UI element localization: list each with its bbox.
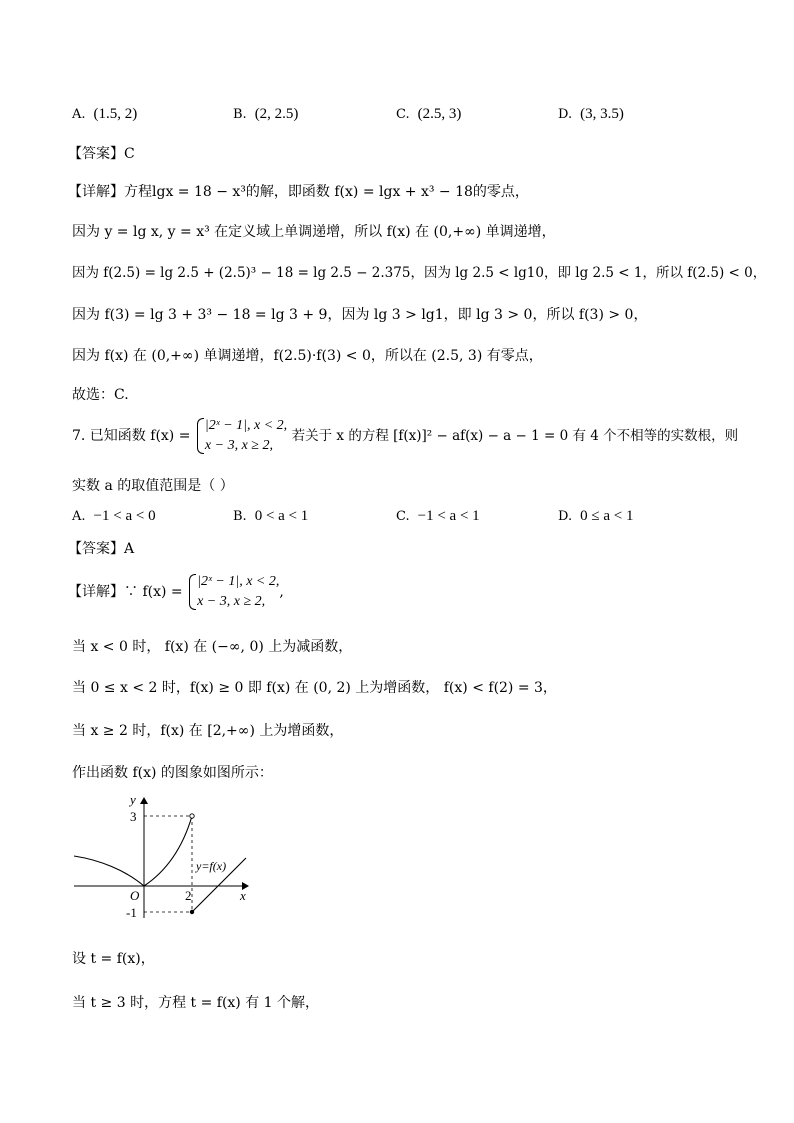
q7-answer (68, 539, 134, 559)
q6-conclusion: 故选：C. (72, 387, 129, 403)
detail-tag: 【详解】 (68, 584, 124, 600)
option-label: C. (396, 509, 410, 524)
detail-suffix: , (279, 584, 284, 600)
option-label: D. (558, 509, 573, 524)
piece-line-2: x − 3, x ≥ 2, (197, 594, 266, 609)
q7-option-b (233, 508, 308, 525)
option-value: −1 < a < 1 (417, 508, 480, 524)
q7-option-a (72, 508, 156, 525)
option-value: 0 < a < 1 (254, 508, 309, 524)
q7-detail-definition (68, 572, 284, 612)
y-axis-label: y (130, 792, 136, 807)
tick-x: 2 (185, 888, 192, 903)
q7-option-c (396, 508, 480, 525)
q6-answer (68, 144, 135, 164)
curve-left-branch (74, 856, 144, 886)
q6-option-b (233, 106, 298, 123)
q6-option-a (72, 106, 137, 123)
open-point (190, 814, 194, 818)
detail-tag: 【详解】 (68, 184, 124, 200)
piece-line-2: x − 3, x ≥ 2, (204, 438, 273, 453)
q7-option-d (558, 508, 633, 525)
q7-detail-line-2: 当 0 ≤ x < 2 时，f(x) ≥ 0 即 f(x) 在 (0, 2) 上为增函数， f(x) < f(2) = 3， (72, 680, 557, 696)
option-value: (2, 2.5) (254, 106, 299, 122)
q6-detail-line-2: 因为 y = lg x, y = x³ 在定义域上单调递增，所以 f(x) 在 (0,+∞) 单调递增， (72, 224, 556, 240)
option-value: (2.5, 3) (417, 106, 462, 122)
detail-text: 方程lgx = 18 − x³的解，即函数 f(x) = lgx + x³ − 18的零点， (124, 184, 529, 200)
q7-detail-line-6: 当 t ≥ 3 时，方程 t = f(x) 有 1 个解， (72, 995, 320, 1011)
piece-line-1: |2ˣ − 1|, x < 2, (204, 418, 288, 433)
option-label: A. (72, 509, 86, 524)
option-value: −1 < a < 0 (93, 508, 156, 524)
q7-stem (72, 416, 738, 456)
answer-tag: 【答案】 (68, 146, 124, 162)
q6-detail-line-4: 因为 f(3) = lg 3 + 3³ − 18 = lg 3 + 9，因为 lg 3 > lg1，即 lg 3 > 0，所以 f(3) > 0， (72, 307, 648, 323)
x-axis-label: x (240, 888, 246, 903)
q6-option-c (396, 106, 461, 123)
stem-suffix: 若关于 x 的方程 [f(x)]² − af(x) − a − 1 = 0 有 4 个不相等的实数根，则 (291, 428, 739, 444)
piecewise-brace (195, 416, 287, 456)
q6-detail-line-3: 因为 f(2.5) = lg 2.5 + (2.5)³ − 18 = lg 2.5 − 2.375，因为 lg 2.5 < lg10，即 lg 2.5 < 1，所以 f(2.5) < 0， (72, 265, 767, 281)
origin-label: O (130, 888, 140, 903)
curve-middle-branch (144, 816, 192, 886)
tick-y-bottom: -1 (126, 905, 137, 920)
q6-detail-line-1 (68, 182, 529, 202)
function-graph (70, 790, 260, 930)
option-label: D. (558, 107, 573, 122)
q7-detail-line-1: 当 x < 0 时， f(x) 在 (−∞, 0) 上为减函数， (72, 639, 353, 655)
option-value: 0 ≤ a < 1 (580, 508, 634, 524)
option-label: B. (233, 509, 247, 524)
answer-tag: 【答案】 (68, 541, 124, 557)
answer-value: C (124, 146, 135, 162)
option-value: (3, 3.5) (580, 106, 624, 122)
option-label: A. (72, 107, 86, 122)
option-value: (1.5, 2) (93, 106, 138, 122)
answer-value: A (124, 541, 135, 557)
q7-stem-line-2: 实数 a 的取值范围是（ ） (72, 478, 234, 494)
detail-prefix: ∵ f(x) = (124, 584, 183, 600)
q7-detail-line-3: 当 x ≥ 2 时，f(x) 在 [2,+∞) 上为增函数， (72, 723, 344, 739)
stem-prefix: 7. 已知函数 f(x) = (72, 428, 191, 444)
q7-detail-line-4: 作出函数 f(x) 的图象如图所示： (72, 765, 273, 781)
q6-detail-line-5: 因为 f(x) 在 (0,+∞) 单调递增，f(2.5)·f(3) < 0，所以在 (2.5, 3) 有零点， (72, 348, 543, 364)
option-label: C. (396, 107, 410, 122)
piece-line-1: |2ˣ − 1|, x < 2, (197, 574, 280, 589)
tick-y-top: 3 (130, 809, 137, 824)
q6-option-d (558, 106, 624, 123)
q7-detail-line-5: 设 t = f(x)， (72, 951, 155, 967)
curve-label: y=f(x) (196, 859, 227, 873)
option-label: B. (233, 107, 247, 122)
closed-point (190, 910, 194, 914)
piecewise-brace (187, 572, 279, 612)
